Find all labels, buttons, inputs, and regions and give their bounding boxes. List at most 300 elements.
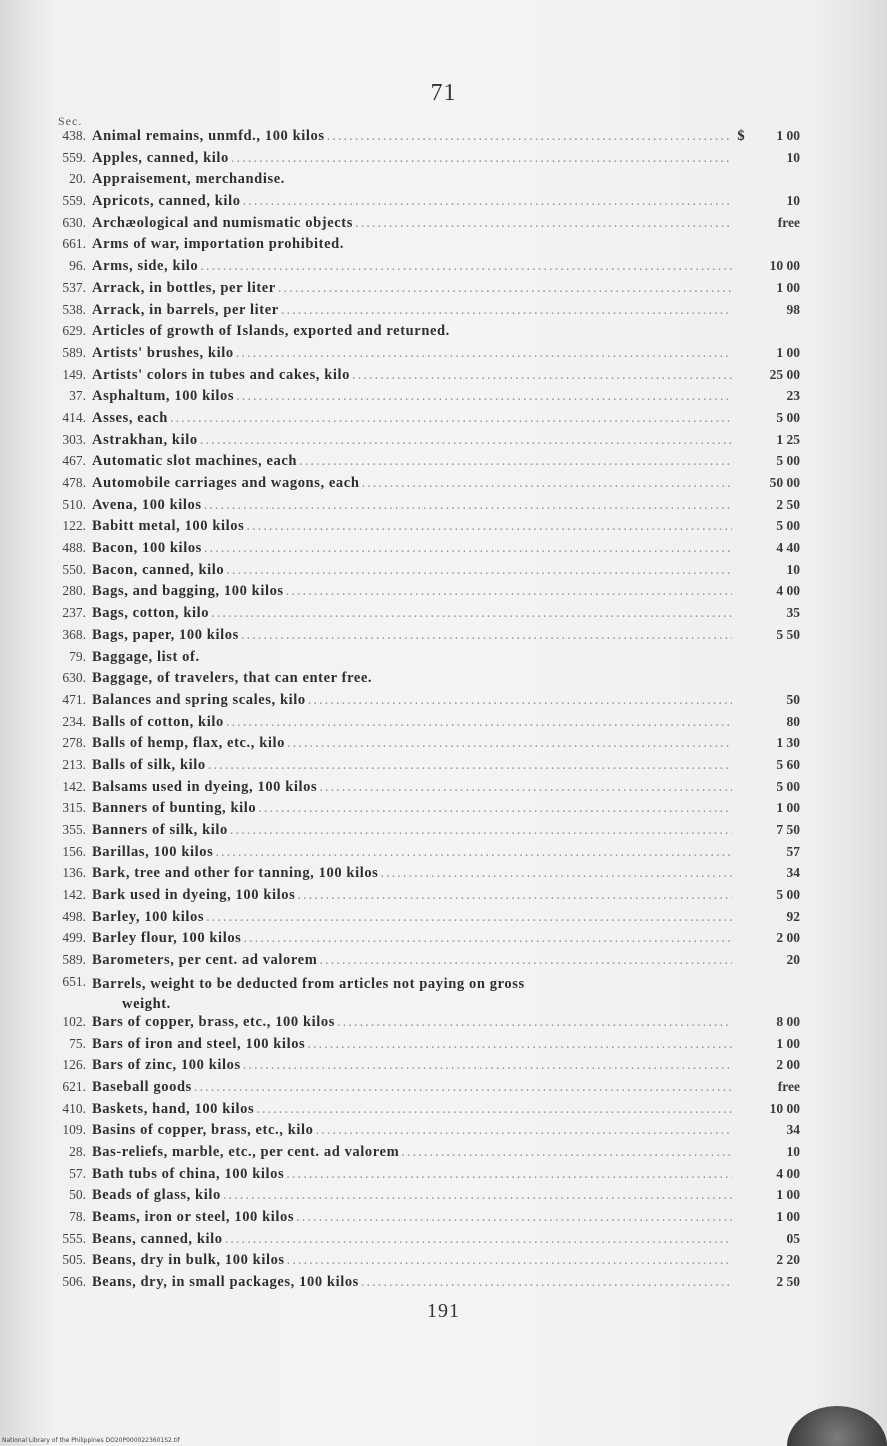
dot-leader <box>361 475 732 492</box>
duty-rate: 1 00 <box>776 800 800 816</box>
section-number: 438. <box>62 128 86 143</box>
page-number-bottom: 191 <box>427 1300 460 1322</box>
section-number: 278. <box>62 735 86 751</box>
section-number: 96. <box>69 258 86 274</box>
duty-rate: 25 00 <box>769 366 800 382</box>
section-number: 589. <box>62 344 86 360</box>
entry-text: Baskets, hand, 100 kilos <box>92 1100 255 1117</box>
entry-description <box>92 1274 732 1291</box>
dot-leader <box>200 258 732 275</box>
entry-description <box>92 735 732 752</box>
dot-leader <box>170 410 732 427</box>
entry-description <box>92 410 732 427</box>
dot-leader <box>352 367 732 384</box>
entry-description <box>92 865 732 882</box>
entry-text: Arms of war, importation prohibited. <box>92 236 344 253</box>
entry-text: Banners of silk, kilo <box>92 822 228 838</box>
dot-leader <box>246 518 732 535</box>
tariff-entry-row <box>0 605 887 627</box>
entry-text: Astrakhan, kilo <box>92 431 198 448</box>
duty-rate: 5 50 <box>776 626 800 642</box>
entry-text: Apricots, canned, kilo <box>92 193 241 210</box>
duty-rate: 4 40 <box>776 540 800 556</box>
duty-rate: 5 00 <box>776 409 800 425</box>
dot-leader <box>204 540 732 557</box>
entry-description <box>92 909 732 926</box>
dot-leader <box>200 432 732 449</box>
dot-leader <box>355 215 732 232</box>
dot-leader <box>204 497 732 514</box>
duty-rate: 50 <box>786 691 800 707</box>
section-number: 142. <box>62 778 86 794</box>
section-column-label: Sec. <box>58 114 83 128</box>
duty-rate: 2 00 <box>776 1057 800 1073</box>
entry-text: Avena, 100 kilos <box>92 496 202 513</box>
entry-description <box>92 1252 732 1269</box>
duty-rate: 7 50 <box>776 822 800 837</box>
entry-text: Baggage, list of. <box>92 648 200 665</box>
entry-description <box>92 497 732 514</box>
entry-description <box>92 583 732 600</box>
section-number: 20. <box>69 171 86 187</box>
tariff-entry-row <box>0 1274 887 1296</box>
duty-rate: 5 00 <box>776 518 800 534</box>
entry-text: Artists' colors in tubes and cakes, kilo <box>92 366 351 383</box>
dot-leader <box>243 1057 732 1074</box>
entry-text: Bars of zinc, 100 kilos <box>92 1057 241 1074</box>
entry-description <box>92 171 732 188</box>
dot-leader <box>206 909 732 926</box>
entry-text: Balsams used in dyeing, 100 kilos <box>92 778 318 795</box>
dot-leader <box>258 800 732 817</box>
entry-text: Bark used in dyeing, 100 kilos <box>92 887 296 904</box>
entry-text: Automobile carriages and wagons, each <box>92 475 360 491</box>
entry-description <box>92 627 732 644</box>
tariff-entry-row <box>0 258 887 280</box>
tariff-entry-row <box>0 1166 887 1188</box>
section-number: 621. <box>62 1078 86 1094</box>
section-number: 280. <box>62 583 86 599</box>
entry-text: Articles of growth of Islands, exported and returned. <box>92 323 450 340</box>
tariff-entry-row <box>0 497 887 519</box>
section-number: 488. <box>62 540 86 556</box>
dot-leader <box>287 1252 732 1269</box>
entry-text: Bark, tree and other for tanning, 100 kilos <box>92 865 379 882</box>
entry-text: Beads of glass, kilo <box>92 1187 221 1204</box>
entry-description <box>92 974 732 1014</box>
dot-leader <box>308 692 732 709</box>
tariff-entry-row <box>0 367 887 389</box>
tariff-entry-row <box>0 215 887 237</box>
tariff-entry-row <box>0 128 887 150</box>
tariff-entry-row <box>0 193 887 215</box>
entry-description <box>92 692 732 709</box>
tariff-entry-row <box>0 410 887 432</box>
duty-rate: 35 <box>786 605 800 621</box>
tariff-entry-row <box>0 1231 887 1253</box>
scan-credit: National Library of the Philippines DO20P0000223601S2.tif <box>2 1437 180 1444</box>
entry-text: Beams, iron or steel, 100 kilos <box>92 1209 295 1225</box>
entry-text: Barillas, 100 kilos <box>92 843 214 860</box>
duty-rate: free <box>777 214 800 230</box>
section-number: 467. <box>62 453 86 469</box>
duty-rate: 4 00 <box>776 583 800 599</box>
entry-text: Arrack, in barrels, per liter <box>92 301 279 318</box>
entry-text: Bags, paper, 100 kilos <box>92 626 239 643</box>
duty-rate: 1 00 <box>776 128 800 143</box>
entry-text: Bath tubs of china, 100 kilos <box>92 1165 285 1182</box>
section-number: 149. <box>62 366 86 382</box>
entry-text: Barley flour, 100 kilos <box>92 930 242 947</box>
section-number: 629. <box>62 323 86 339</box>
entry-description <box>92 1209 732 1226</box>
section-number: 537. <box>62 279 86 295</box>
entry-text: Animal remains, unmfd., 100 kilos <box>92 128 325 144</box>
duty-rate: 2 20 <box>776 1252 800 1268</box>
page-number-top: 71 <box>430 80 457 106</box>
entry-description <box>92 475 732 492</box>
entry-text-continued: weight. <box>122 995 171 1012</box>
dot-leader <box>236 345 732 362</box>
dot-leader <box>215 844 732 861</box>
entry-text: Bags, and bagging, 100 kilos <box>92 583 284 600</box>
entry-description <box>92 649 732 666</box>
entry-description <box>92 822 732 839</box>
entry-text: Arms, side, kilo <box>92 258 199 275</box>
entry-description <box>92 193 732 210</box>
duty-rate: 1 00 <box>776 1035 800 1051</box>
duty-rate: 2 50 <box>776 496 800 512</box>
entry-description <box>92 887 732 904</box>
dot-leader <box>380 865 732 882</box>
tariff-entry-row <box>0 670 887 692</box>
tariff-entry-row <box>0 1209 887 1231</box>
section-number: 630. <box>62 214 86 230</box>
section-number: 142. <box>62 887 86 903</box>
section-number: 555. <box>62 1230 86 1246</box>
section-number: 589. <box>62 952 86 968</box>
entry-text: Automatic slot machines, each <box>92 453 298 470</box>
tariff-entry-row <box>0 649 887 671</box>
section-number: 499. <box>62 930 86 946</box>
tariff-entry-row <box>0 800 887 822</box>
tariff-entry-row <box>0 432 887 454</box>
tariff-entry-row <box>0 757 887 779</box>
tariff-entry-row <box>0 453 887 475</box>
dot-leader <box>278 280 732 297</box>
duty-rate: 34 <box>786 865 800 881</box>
section-number: 122. <box>62 518 86 534</box>
entry-text: Beans, dry in bulk, 100 kilos <box>92 1252 285 1269</box>
entry-description <box>92 800 732 817</box>
tariff-entry-row <box>0 1036 887 1058</box>
section-number: 410. <box>62 1100 86 1116</box>
entry-text: Arrack, in bottles, per liter <box>92 279 276 296</box>
entry-text: Basins of copper, brass, etc., kilo <box>92 1122 314 1139</box>
section-number: 303. <box>62 431 86 447</box>
entry-text: Appraisement, merchandise. <box>92 171 285 188</box>
tariff-entry-row <box>0 1101 887 1123</box>
entry-description <box>92 367 732 384</box>
section-number: 368. <box>62 626 86 642</box>
section-number: 478. <box>62 475 86 490</box>
tariff-entry-list <box>0 128 887 1296</box>
tariff-entry-row <box>0 1057 887 1079</box>
tariff-entry-row <box>0 714 887 736</box>
section-number: 237. <box>62 605 86 621</box>
dot-leader <box>286 1166 732 1183</box>
entry-description <box>92 1079 732 1096</box>
section-number: 471. <box>62 691 86 707</box>
dot-leader <box>256 1101 732 1118</box>
tariff-entry-row <box>0 822 887 844</box>
duty-rate: 10 <box>786 1143 800 1159</box>
entry-description <box>92 1101 732 1118</box>
duty-rate: 2 50 <box>776 1274 800 1290</box>
duty-rate: 1 00 <box>776 279 800 295</box>
dot-leader <box>307 1036 732 1053</box>
entry-text: Bars of iron and steel, 100 kilos <box>92 1035 306 1052</box>
entry-text: Artists' brushes, kilo <box>92 344 234 361</box>
entry-text: Asses, each <box>92 409 168 426</box>
tariff-entry-row <box>0 236 887 258</box>
duty-rate: 50 00 <box>769 475 800 490</box>
dot-leader <box>230 822 732 839</box>
tariff-entry-row <box>0 865 887 887</box>
tariff-entry-row <box>0 952 887 974</box>
dot-leader <box>281 302 732 319</box>
dot-leader <box>243 930 732 947</box>
dot-leader <box>225 1231 732 1248</box>
duty-rate: 8 00 <box>776 1013 800 1029</box>
section-number: 506. <box>62 1274 86 1290</box>
duty-rate: 20 <box>786 952 800 968</box>
section-number: 136. <box>62 865 86 881</box>
entry-description <box>92 388 732 405</box>
section-number: 79. <box>69 648 86 664</box>
entry-text: Barometers, per cent. ad valorem <box>92 952 318 969</box>
entry-text: Beans, dry, in small packages, 100 kilos <box>92 1274 359 1291</box>
duty-rate: 1 25 <box>776 431 800 447</box>
section-number: 355. <box>62 822 86 837</box>
dot-leader <box>243 193 732 210</box>
dot-leader <box>287 735 732 752</box>
duty-rate: 1 30 <box>776 735 800 751</box>
section-number: 234. <box>62 713 86 729</box>
dot-leader <box>361 1274 732 1291</box>
entry-text: Babitt metal, 100 kilos <box>92 518 245 535</box>
section-number: 50. <box>69 1187 86 1203</box>
section-number: 78. <box>69 1209 86 1224</box>
tariff-entry-row <box>0 475 887 497</box>
tariff-entry-row <box>0 562 887 584</box>
tariff-entry-row <box>0 540 887 562</box>
duty-rate: 1 00 <box>776 1209 800 1224</box>
duty-rate: 5 60 <box>776 756 800 772</box>
section-number: 37. <box>69 388 86 404</box>
duty-rate: 10 00 <box>769 258 800 274</box>
duty-rate: 10 <box>786 561 800 577</box>
dot-leader <box>286 583 732 600</box>
duty-rate: 92 <box>786 908 800 924</box>
entry-text: Bacon, canned, kilo <box>92 561 225 578</box>
duty-rate: 10 <box>786 193 800 209</box>
entry-text: Balls of silk, kilo <box>92 756 206 773</box>
section-number: 559. <box>62 149 86 165</box>
duty-rate: 05 <box>786 1230 800 1246</box>
duty-rate: 10 00 <box>769 1100 800 1116</box>
entry-description <box>92 236 732 253</box>
tariff-entry-row <box>0 280 887 302</box>
entry-text: Baseball goods <box>92 1078 192 1095</box>
tariff-entry-row <box>0 735 887 757</box>
entry-description <box>92 518 732 535</box>
tariff-entry-row <box>0 518 887 540</box>
entry-text: Bars of copper, brass, etc., 100 kilos <box>92 1013 335 1030</box>
tariff-entry-row <box>0 930 887 952</box>
entry-text: Balances and spring scales, kilo <box>92 691 306 708</box>
section-number: 315. <box>62 800 86 816</box>
tariff-entry-row <box>0 909 887 931</box>
dot-leader <box>401 1144 732 1161</box>
tariff-entry-row <box>0 171 887 193</box>
section-number: 75. <box>69 1035 86 1051</box>
dot-leader <box>299 453 732 470</box>
entry-description <box>92 779 732 796</box>
section-number: 538. <box>62 301 86 317</box>
duty-rate: free <box>777 1078 800 1094</box>
entry-description <box>92 605 732 622</box>
dot-leader <box>319 952 732 969</box>
tariff-entry-row <box>0 1122 887 1144</box>
dot-leader <box>231 150 732 167</box>
entry-text: Archæological and numismatic objects <box>92 214 353 231</box>
section-number: 510. <box>62 496 86 512</box>
dot-leader <box>226 562 732 579</box>
tariff-entry-row <box>0 692 887 714</box>
currency-sign: $ <box>737 128 745 144</box>
entry-description <box>92 128 732 145</box>
section-number: 57. <box>69 1165 86 1181</box>
dot-leader <box>223 1187 732 1204</box>
duty-rate: 57 <box>786 843 800 859</box>
section-number: 630. <box>62 670 86 686</box>
entry-text: Banners of bunting, kilo <box>92 800 257 817</box>
entry-description <box>92 1122 732 1139</box>
duty-rate: 1 00 <box>776 344 800 360</box>
section-number: 213. <box>62 756 86 772</box>
entry-description <box>92 1231 732 1248</box>
entry-text: Beans, canned, kilo <box>92 1230 223 1247</box>
section-number: 550. <box>62 561 86 577</box>
duty-rate: 4 00 <box>776 1165 800 1181</box>
entry-description <box>92 952 732 969</box>
tariff-entry-row <box>0 627 887 649</box>
tariff-entry-row <box>0 150 887 172</box>
entry-description <box>92 1187 732 1204</box>
tariff-entry-row <box>0 1014 887 1036</box>
entry-text: Asphaltum, 100 kilos <box>92 388 235 405</box>
dot-leader <box>327 128 732 145</box>
tariff-entry-row <box>0 974 887 1014</box>
tariff-entry-row <box>0 345 887 367</box>
entry-description <box>92 1036 732 1053</box>
entry-description <box>92 757 732 774</box>
entry-description <box>92 432 732 449</box>
entry-description <box>92 1144 732 1161</box>
entry-text: Barley, 100 kilos <box>92 908 205 925</box>
dot-leader <box>241 627 732 644</box>
entry-text: Bacon, 100 kilos <box>92 540 202 557</box>
dot-leader <box>337 1014 732 1031</box>
duty-rate: 10 <box>786 149 800 165</box>
tariff-entry-row <box>0 1252 887 1274</box>
section-number: 414. <box>62 409 86 425</box>
section-number: 505. <box>62 1252 86 1268</box>
entry-description <box>92 150 732 167</box>
entry-description <box>92 1166 732 1183</box>
duty-rate: 5 00 <box>776 778 800 794</box>
dot-leader <box>315 1122 732 1139</box>
tariff-entry-row <box>0 887 887 909</box>
entry-text: Balls of hemp, flax, etc., kilo <box>92 735 285 752</box>
section-number: 102. <box>62 1013 86 1029</box>
scanner-thumb-shadow <box>787 1406 887 1446</box>
tariff-entry-row <box>0 1144 887 1166</box>
duty-rate: 5 00 <box>776 453 800 469</box>
duty-rate: 5 00 <box>776 887 800 903</box>
entry-description <box>92 930 732 947</box>
tariff-entry-row <box>0 1187 887 1209</box>
entry-description <box>92 215 732 232</box>
entry-text: Apples, canned, kilo <box>92 149 229 166</box>
section-number: 156. <box>62 843 86 859</box>
tariff-entry-row <box>0 583 887 605</box>
entry-text: Baggage, of travelers, that can enter free. <box>92 670 373 687</box>
entry-description <box>92 844 732 861</box>
entry-description <box>92 562 732 579</box>
dot-leader <box>319 779 732 796</box>
dot-leader <box>194 1079 732 1096</box>
section-number: 126. <box>62 1057 86 1073</box>
dot-leader <box>297 887 732 904</box>
dot-leader <box>208 757 732 774</box>
section-number: 661. <box>62 236 86 252</box>
section-number: 651. <box>62 973 86 989</box>
entry-description <box>92 540 732 557</box>
entry-description <box>92 258 732 275</box>
section-number: 498. <box>62 908 86 924</box>
section-number: 28. <box>69 1143 86 1159</box>
section-number: 109. <box>62 1122 86 1138</box>
entry-description <box>92 1014 732 1031</box>
entry-text: Balls of cotton, kilo <box>92 713 224 730</box>
tariff-entry-row <box>0 1079 887 1101</box>
dot-leader <box>296 1209 732 1226</box>
tariff-entry-row <box>0 779 887 801</box>
entry-description <box>92 670 732 687</box>
entry-description <box>92 280 732 297</box>
duty-rate: 34 <box>786 1122 800 1138</box>
tariff-entry-row <box>0 302 887 324</box>
duty-rate: 1 00 <box>776 1187 800 1203</box>
entry-description <box>92 323 732 340</box>
entry-text: Bags, cotton, kilo <box>92 605 210 622</box>
duty-rate: 98 <box>786 301 800 317</box>
entry-text: Barrels, weight to be deducted from articles not paying on gross <box>92 975 525 992</box>
entry-description <box>92 1057 732 1074</box>
entry-description <box>92 453 732 470</box>
